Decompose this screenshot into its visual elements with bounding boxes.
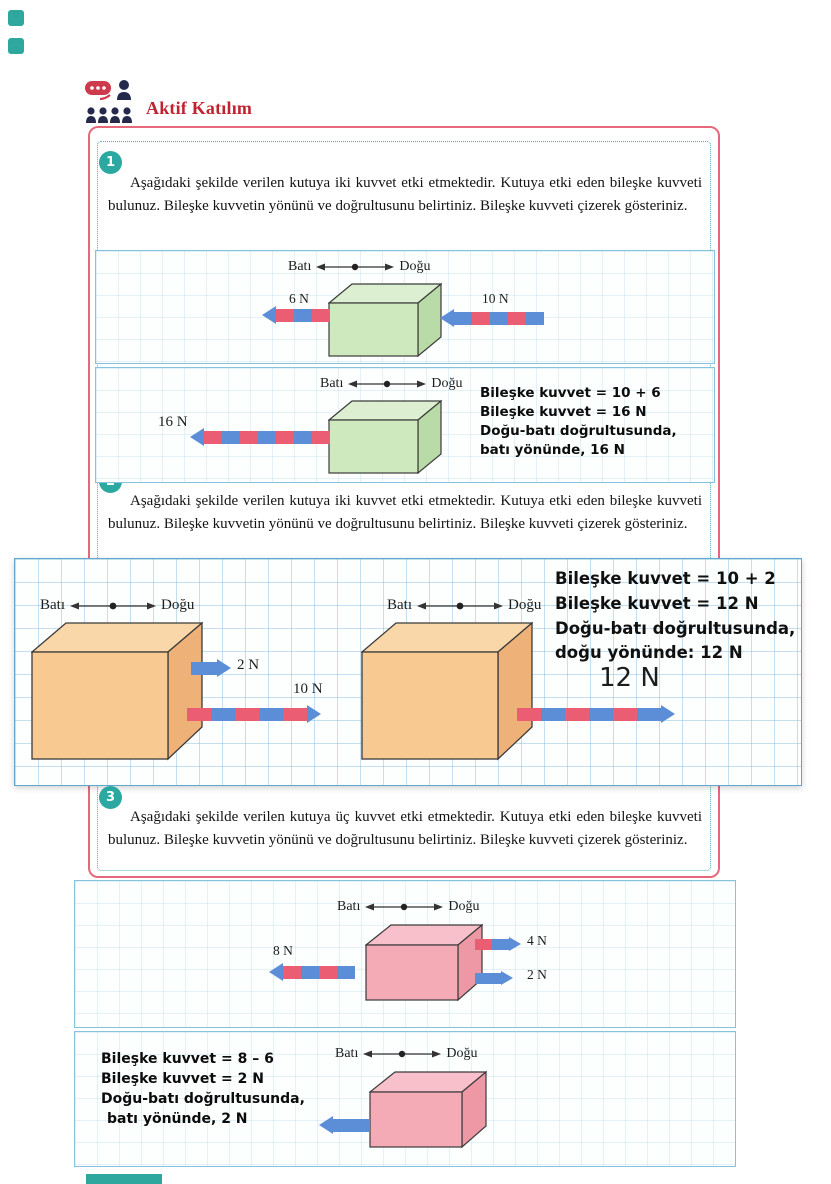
force-label-4n: 4 N: [527, 933, 547, 948]
pink-box-icon: [365, 921, 483, 1001]
force-arrow-8n-west: [269, 963, 355, 981]
arrowhead-right-icon: [217, 659, 231, 677]
force-arrow-10n-east: [187, 705, 321, 723]
answer-line: Doğu-batı doğrultusunda,: [480, 423, 677, 440]
exercise2-diagram: [14, 558, 802, 786]
compass-axis-icon: [365, 901, 443, 913]
active-participation-icon: [84, 78, 136, 128]
exercise3-diagram-answer: [74, 1031, 736, 1167]
compass-west-label: Batı: [40, 597, 65, 613]
exercise3-number-badge: 3: [99, 786, 122, 809]
exercise1-answer-text: [480, 384, 677, 461]
compass-axis-icon: [417, 600, 503, 612]
answer-line: Bileşke kuvvet = 2 N: [101, 1070, 264, 1087]
arrowhead-right-icon: [509, 937, 521, 951]
answer-line: Bileşke kuvvet = 8 – 6: [101, 1051, 274, 1067]
compass: [337, 899, 479, 915]
compass-axis-icon: [363, 1048, 441, 1060]
resultant-label-12n: 12 N: [599, 663, 660, 693]
compass-east-label: Doğu: [508, 597, 542, 613]
force-label-8n: 8 N: [273, 943, 293, 958]
exercise3-text: Aşağıdaki şekilde verilen kutuya üç kuvvet etki etmektedir. Kutuya etki eden bileşke kuvveti bulunuz. Bileşke kuvvetin yönünü ve doğrultusunu belirtiniz. Bileşke kuvveti çizerek gösteriniz.: [108, 809, 702, 848]
compass: [40, 597, 194, 614]
compass-east-label: Doğu: [448, 899, 480, 914]
arrowhead-right-icon: [307, 705, 321, 723]
arrowhead-right-icon: [501, 971, 513, 985]
compass-east-label: Doğu: [399, 259, 431, 274]
answer-line: batı yönünde, 2 N: [107, 1110, 248, 1127]
force-label-2n: 2 N: [237, 657, 260, 673]
answer-line: Doğu-batı doğrultusunda,: [555, 618, 796, 638]
compass-west-label: Batı: [335, 1046, 359, 1061]
resultant-label-16n: 16 N: [158, 414, 188, 430]
exercise3-diagram-given: [74, 880, 736, 1028]
arrowhead-left-icon: [440, 309, 454, 327]
resultant-arrow-16n-west: [190, 428, 330, 446]
force-arrow-10n-west: [440, 309, 544, 327]
force-label-2n: 2 N: [527, 967, 547, 982]
exercise3-answer-text: [101, 1050, 305, 1130]
arrowhead-left-icon: [190, 428, 204, 446]
arrowhead-left-icon: [262, 306, 276, 324]
arrowhead-left-icon: [269, 963, 283, 981]
answer-line: batı yönünde, 16 N: [480, 442, 625, 459]
compass-east-label: Doğu: [446, 1046, 478, 1061]
answer-line: Doğu-batı doğrultusunda,: [101, 1090, 305, 1107]
force-arrow-2n-east: [191, 659, 231, 677]
orange-box-icon: [31, 619, 203, 761]
compass-west-label: Batı: [337, 899, 361, 914]
exercise1-number-badge: 1: [99, 151, 122, 174]
section-title: Aktif Katılım: [146, 98, 253, 118]
arrowhead-left-icon: [319, 1116, 333, 1134]
exercise2-answer-text: [555, 567, 795, 666]
force-arrow-6n-west: [262, 306, 330, 324]
answer-line: Bileşke kuvvet = 10 + 6: [480, 385, 661, 401]
green-box-icon: [328, 281, 442, 357]
answer-line: doğu yönünde: 12 N: [555, 643, 743, 663]
compass-axis-icon: [348, 378, 426, 390]
compass-west-label: Batı: [288, 259, 312, 274]
pink-box-icon: [369, 1068, 487, 1148]
compass: [288, 259, 430, 275]
answer-line: Bileşke kuvvet = 16 N: [480, 404, 647, 421]
exercise2-text: Aşağıdaki şekilde verilen kutuya iki kuvvet etki etmektedir. Kutuya etki eden bileşke kuvveti bulunuz. Bileşke kuvvetin yönünü ve doğrultusunu belirtiniz. Bileşke kuvveti çizerek gösteriniz.: [108, 493, 702, 532]
page-edge-decoration: [8, 38, 24, 54]
exercise1-text: Aşağıdaki şekilde verilen kutuya iki kuvvet etki etmektedir. Kutuya etki eden bileşke kuvveti bulunuz. Bileşke kuvvetin yönünü ve doğrultusunu belirtiniz. Bileşke kuvveti çizerek gösteriniz.: [108, 175, 702, 214]
compass: [335, 1046, 477, 1062]
page-edge-decoration: [8, 10, 24, 26]
compass: [320, 376, 462, 392]
answer-line: Bileşke kuvvet = 10 + 2: [555, 569, 776, 588]
resultant-arrow-12n-east: [517, 705, 675, 723]
force-arrow-4n-east: [475, 935, 521, 953]
compass-axis-icon: [70, 600, 156, 612]
compass-east-label: Doğu: [161, 597, 195, 613]
force-label-10n: 10 N: [482, 291, 509, 306]
resultant-arrow-2n-west: [319, 1116, 369, 1134]
compass-east-label: Doğu: [431, 376, 463, 391]
compass-axis-icon: [316, 261, 394, 273]
compass: [387, 597, 541, 614]
orange-box-icon: [361, 619, 533, 761]
page-footer-bar: [86, 1174, 162, 1184]
exercise1-diagram-given: [95, 250, 715, 364]
exercise1-diagram-answer: [95, 367, 715, 483]
compass-west-label: Batı: [387, 597, 412, 613]
force-label-10n: 10 N: [293, 681, 323, 697]
green-box-icon: [328, 398, 442, 474]
arrowhead-right-icon: [661, 705, 675, 723]
force-arrow-2n-east: [475, 969, 513, 987]
force-label-6n: 6 N: [289, 291, 309, 306]
compass-west-label: Batı: [320, 376, 344, 391]
answer-line: Bileşke kuvvet = 12 N: [555, 593, 759, 613]
